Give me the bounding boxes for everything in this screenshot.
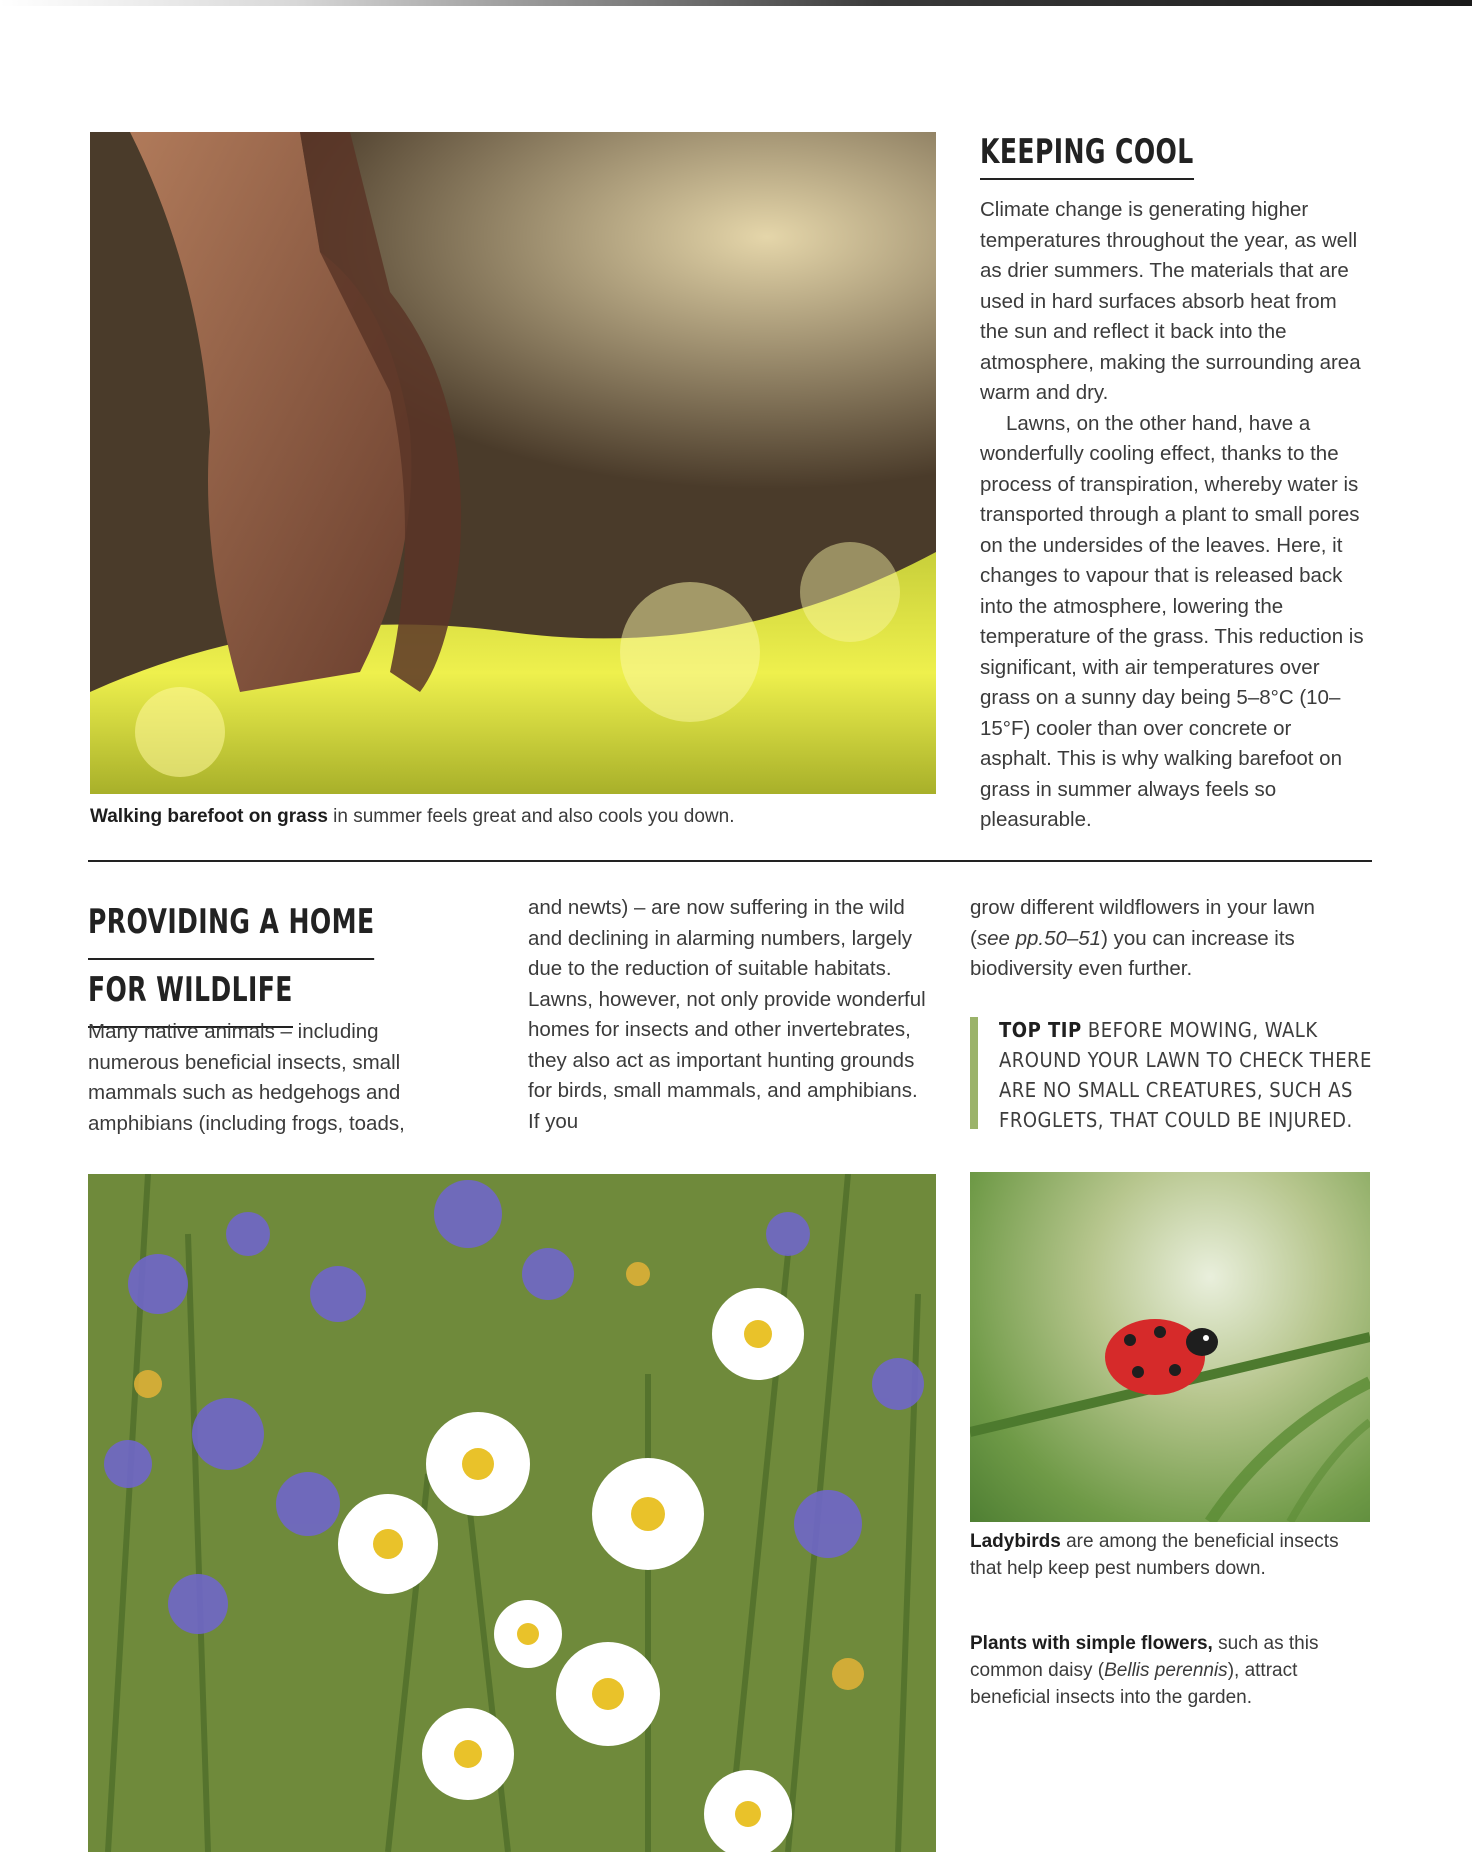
keeping-cool-body: [980, 195, 1368, 836]
wildlife-column-2: and newts) – are now suffering in the wild and declining in alarming numbers, largely due to the reduction of suitable habitats. Lawns, however, not only provide wonderful homes for insects and other invertebrates, they also act as important hunting grounds for birds, small mammals, and amphibians. If you: [528, 896, 926, 1133]
barefoot-caption-text: in summer feels great and also cools you down.: [327, 806, 735, 827]
top-tip-label: TOP TIP: [999, 1018, 1082, 1042]
barefoot-illustration: [90, 132, 936, 794]
daisy-caption-bold: Plants with simple flowers,: [970, 1633, 1213, 1654]
daisy-caption-text-b: ), attract beneficial insects into the garden.: [970, 1660, 1298, 1708]
top-tip-bar: [970, 1017, 978, 1129]
keeping-cool-heading: KEEPING COOL: [980, 132, 1194, 180]
page-top-edge: [0, 0, 1472, 6]
wildlife-heading-wrap: [88, 892, 468, 1028]
daisy-caption: [970, 1630, 1370, 1711]
keeping-cool-paragraph-2: Lawns, on the other hand, have a wonderfully cooling effect, thanks to the process of transpiration, whereby water is transported through a plant to small pores on the undersides of the leaves. Here, it changes to vapour that is released back into the atmosphere, lowering the temperature of the grass. This reduction is significant, with air temperatures over grass on a sunny day being 5–8°C (10–15°F) cooler than over concrete or asphalt. This is why walking barefoot on grass in summer always feels so pleasurable.: [980, 411, 1364, 831]
barefoot-caption: [90, 803, 940, 830]
wildlife-heading-line-1: PROVIDING A HOME: [88, 892, 375, 960]
ladybird-illustration: [970, 1172, 1370, 1522]
wildlife-heading-line-2: FOR WILDLIFE: [88, 960, 293, 1028]
daisies-wildflowers-photo: [88, 1174, 936, 1852]
keeping-cool-heading-wrap: [980, 132, 1241, 180]
daisies-illustration: [88, 1174, 936, 1852]
page-reference: see pp.50–51: [976, 926, 1102, 950]
daisy-latin-name: Bellis perennis: [1104, 1660, 1228, 1681]
ladybird-caption: [970, 1528, 1370, 1582]
section-divider: [88, 860, 1372, 862]
ladybird-caption-bold: Ladybirds: [970, 1531, 1061, 1552]
daisy-caption-text-a: such as this common daisy (: [970, 1633, 1319, 1681]
barefoot-on-grass-photo: [90, 132, 936, 794]
wildlife-column-3-text-a: grow different wildflowers in your lawn (: [970, 896, 1315, 950]
ladybird-caption-text: are among the beneficial insects that help keep pest numbers down.: [970, 1531, 1339, 1579]
top-tip: [999, 1015, 1379, 1135]
ladybird-photo: [970, 1172, 1370, 1522]
top-tip-text: BEFORE MOWING, WALK AROUND YOUR LAWN TO CHECK THERE ARE NO SMALL CREATURES, SUCH AS FROGLETS, THAT COULD BE INJURED.: [999, 1018, 1372, 1132]
wildlife-column-1: Many native animals – including numerous beneficial insects, small mammals such as hedgehogs and amphibians (including frogs, toads,: [88, 1020, 405, 1135]
wildlife-column-3-text-b: ) you can increase its biodiversity even further.: [970, 926, 1295, 980]
keeping-cool-paragraph-1: Climate change is generating higher temperatures throughout the year, as well as drier summers. The materials that are used in hard surfaces absorb heat from the sun and reflect it back into the atmosphere, making the surrounding area warm and dry.: [980, 198, 1361, 404]
wildlife-column-3: [970, 893, 1350, 985]
barefoot-caption-bold: Walking barefoot on grass: [90, 806, 328, 827]
wildlife-heading: [88, 892, 400, 1028]
